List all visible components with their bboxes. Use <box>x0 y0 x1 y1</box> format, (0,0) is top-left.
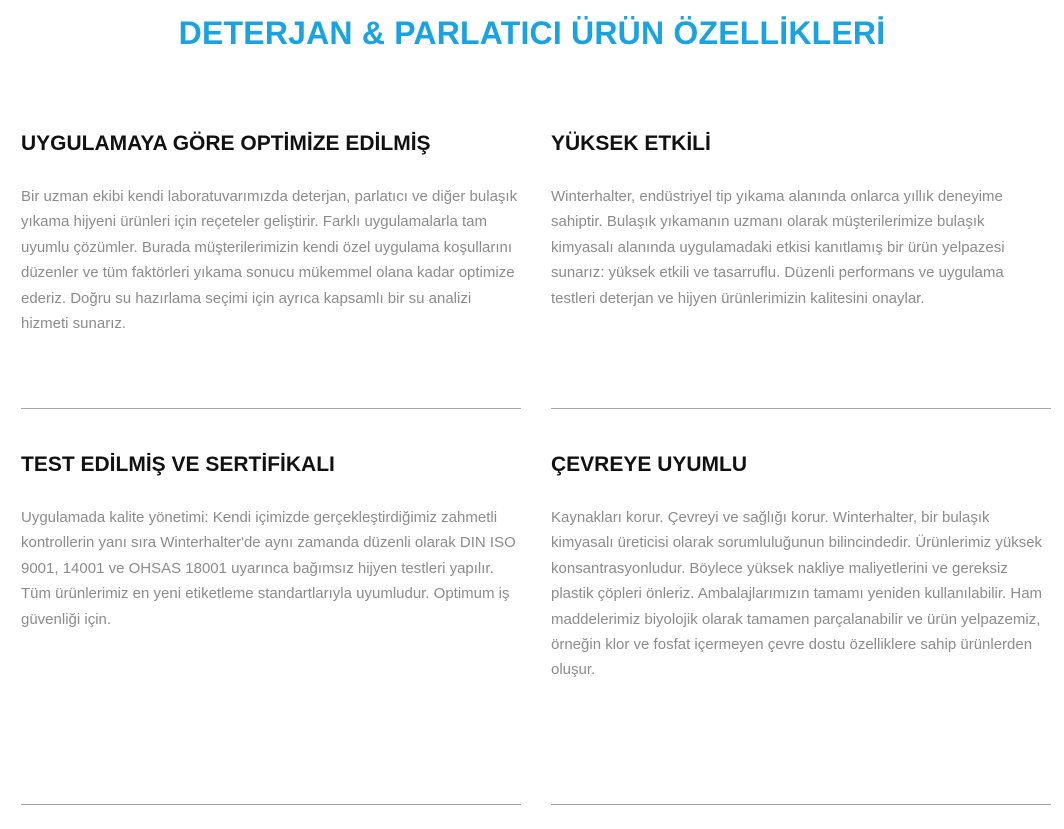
feature-divider <box>21 804 521 805</box>
feature-divider <box>21 408 521 409</box>
feature-divider <box>551 408 1051 409</box>
feature-high-effect <box>551 130 1051 412</box>
feature-heading: YÜKSEK ETKİLİ <box>551 132 711 155</box>
feature-heading: TEST EDİLMİŞ VE SERTİFİKALI <box>21 453 335 476</box>
page-title: DETERJAN & PARLATICI ÜRÜN ÖZELLİKLERİ <box>178 15 886 51</box>
feature-heading: UYGULAMAYA GÖRE OPTİMİZE EDİLMİŞ <box>21 132 431 155</box>
feature-text: Winterhalter, endüstriyel tip yıkama alanında onlarca yıllık deneyime sahiptir. Bulaşık yıkamanın uzmanı olarak müşterilerimize bulaşık kimyasalı alanında uygulamadaki etkisi kanıtlamış bir ürün yelpazesi sunarız: yüksek etkili ve tasarruflu. Düzenli performans ve uygulama testleri deterjan ve hijyen ürünlerimizin kalitesini onaylar. <box>551 188 1005 307</box>
feature-text: Bir uzman ekibi kendi laboratuvarımızda deterjan, parlatıcı ve diğer bulaşık yıkama hijyeni ürünleri için reçeteler geliştirir. Farklı uygulamalarla tam uyumlu çözümler. Burada müşterilerimizin kendi özel uygulama koşullarını düzenler ve tüm faktörleri yıkama sonucu mükemmel olana kadar optimize ederiz. Doğru su hazırlama seçimi için ayrıca kapsamlı bir su analizi hizmeti sunarız. <box>21 188 518 333</box>
feature-text: Uygulamada kalite yönetimi: Kendi içimizde gerçekleştirdiğimiz zahmetli kontrollerin yanı sıra Winterhalter'de aynı zamanda düzenli olarak DIN ISO 9001, 14001 ve OHSAS 18001 uyarınca bağımsız hijyen testleri yapılır. Tüm ürünlerimiz en yeni etiketleme standartlarıyla uyumludur. Optimum iş güvenliği için. <box>21 509 516 628</box>
feature-optimized <box>21 130 521 412</box>
feature-eco-friendly <box>551 451 1051 808</box>
feature-heading: ÇEVREYE UYUMLU <box>551 453 748 476</box>
feature-text: Kaynakları korur. Çevreyi ve sağlığı korur. Winterhalter, bir bulaşık kimyasalı üreticisi olarak sorumluluğunun bilincindedir. Ürünlerimiz yüksek konsantrasyonludur. Böylece yüksek nakliye maliyetlerini ve gereksiz plastik çöpleri önleriz. Ambalajlarımızın tamamı yeniden kullanılabilir. Ham maddelerimiz biyolojik olarak tamamen parçalanabilir ve ürün yelpazemiz, örneğin klor ve fosfat içermeyen çevre dostu özelliklere sahip ürünlerden oluşur. <box>551 509 1043 679</box>
feature-tested-certified <box>21 451 521 808</box>
feature-divider <box>551 804 1051 805</box>
